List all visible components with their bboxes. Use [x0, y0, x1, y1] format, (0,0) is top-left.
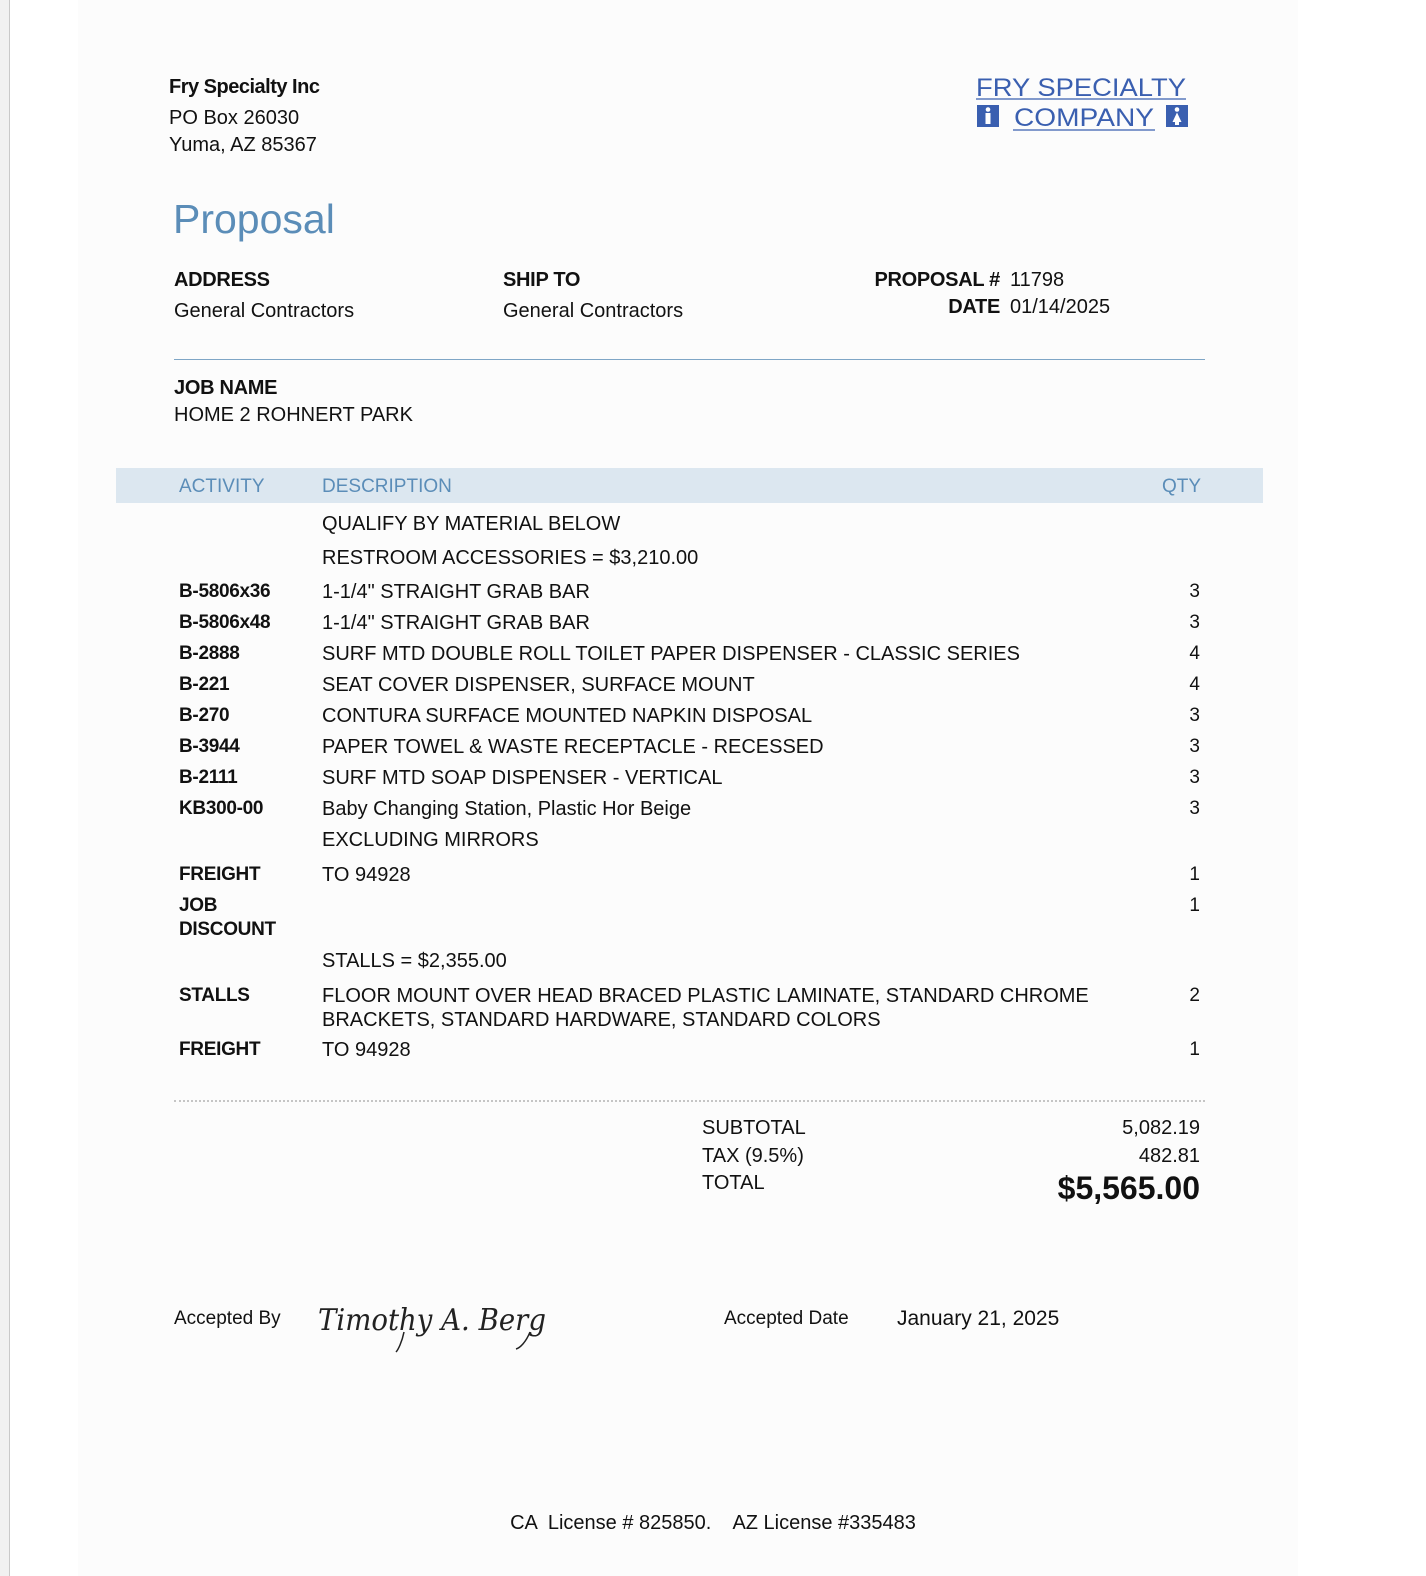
row-description: SEAT COVER DISPENSER, SURFACE MOUNT	[322, 674, 755, 696]
row-description: TO 94928	[322, 864, 411, 886]
row-activity: B-3944	[179, 736, 240, 757]
row-activity: FREIGHT	[179, 1039, 261, 1060]
row-description: EXCLUDING MIRRORS	[322, 829, 539, 851]
subtotal-label: SUBTOTAL	[702, 1117, 806, 1139]
woman-restroom-icon	[1166, 105, 1188, 127]
row-qty: 1	[1189, 895, 1200, 916]
accepted-date-label: Accepted Date	[724, 1308, 849, 1329]
row-qty: 2	[1189, 985, 1200, 1006]
document-title: Proposal	[173, 196, 335, 242]
row-activity: B-2888	[179, 643, 240, 664]
tax-label: TAX (9.5%)	[702, 1145, 804, 1167]
row-description: STALLS = $2,355.00	[322, 950, 507, 972]
row-description: SURF MTD SOAP DISPENSER - VERTICAL	[322, 767, 723, 789]
row-description: PAPER TOWEL & WASTE RECEPTACLE - RECESSED	[322, 736, 824, 758]
row-qty: 3	[1189, 736, 1200, 757]
total-label: TOTAL	[702, 1172, 765, 1194]
ship-to-label: SHIP TO	[503, 269, 581, 291]
row-description: SURF MTD DOUBLE ROLL TOILET PAPER DISPENSER - CLASSIC SERIES	[322, 643, 1020, 665]
svg-text:Timothy A. Berg: Timothy A. Berg	[318, 1303, 546, 1338]
row-qty: 1	[1189, 1039, 1200, 1060]
subtotal-value: 5,082.19	[1122, 1117, 1200, 1139]
table-header	[116, 468, 1263, 503]
row-activity: B-5806x48	[179, 612, 271, 633]
row-description: RESTROOM ACCESSORIES = $3,210.00	[322, 547, 699, 569]
accepted-date-value: January 21, 2025	[897, 1307, 1060, 1330]
row-activity: FREIGHT	[179, 864, 261, 885]
row-description: FLOOR MOUNT OVER HEAD BRACED PLASTIC LAMINATE, STANDARD CHROME BRACKETS, STANDARD HARDWARE, STANDARD COLORS	[322, 985, 1089, 1031]
logo-text-line2: COMPANY	[1014, 104, 1155, 132]
address-label: ADDRESS	[174, 269, 270, 291]
tax-value: 482.81	[1138, 1145, 1200, 1167]
row-activity: JOB DISCOUNT	[179, 895, 276, 940]
column-header-activity: ACTIVITY	[179, 476, 265, 497]
row-qty: 3	[1189, 705, 1200, 726]
signature	[312, 1292, 562, 1358]
viewer-left-edge	[0, 0, 10, 1576]
address-value: General Contractors	[174, 300, 355, 322]
row-qty: 3	[1189, 767, 1200, 788]
row-description: TO 94928	[322, 1039, 411, 1061]
row-activity: B-2111	[179, 767, 238, 788]
proposal-number-label: PROPOSAL #	[874, 269, 1000, 291]
company-address-line2: Yuma, AZ 85367	[169, 134, 317, 156]
company-address-line1: PO Box 26030	[169, 107, 300, 129]
row-qty: 4	[1189, 643, 1200, 664]
row-activity: STALLS	[179, 985, 250, 1006]
row-description: 1-1/4" STRAIGHT GRAB BAR	[322, 581, 590, 603]
date-value: 01/14/2025	[1010, 296, 1111, 318]
logo-text-line1: FRY SPECIALTY	[976, 74, 1187, 102]
header-divider	[174, 359, 1205, 360]
license-footer: CA License # 825850. AZ License #335483	[510, 1512, 916, 1534]
accepted-by-label: Accepted By	[174, 1308, 281, 1329]
date-label: DATE	[948, 296, 1000, 318]
row-qty: 3	[1189, 798, 1200, 819]
column-header-description: DESCRIPTION	[322, 476, 452, 497]
job-name-label: JOB NAME	[174, 377, 278, 399]
proposal-number-value: 11798	[1010, 269, 1065, 291]
row-description: QUALIFY BY MATERIAL BELOW	[322, 513, 621, 535]
man-restroom-icon	[977, 105, 999, 127]
row-activity: B-270	[179, 705, 230, 726]
column-header-qty: QTY	[1162, 476, 1202, 497]
job-name-value: HOME 2 ROHNERT PARK	[174, 404, 413, 426]
row-description: Baby Changing Station, Plastic Hor Beige	[322, 798, 692, 820]
company-logo	[975, 72, 1190, 134]
row-qty: 3	[1189, 612, 1200, 633]
totals-divider	[174, 1100, 1205, 1102]
ship-to-value: General Contractors	[503, 300, 684, 322]
row-description: CONTURA SURFACE MOUNTED NAPKIN DISPOSAL	[322, 705, 813, 727]
row-activity: B-221	[179, 674, 230, 695]
row-qty: 4	[1189, 674, 1200, 695]
row-qty: 3	[1189, 581, 1200, 602]
row-qty: 1	[1189, 864, 1200, 885]
total-value: $5,565.00	[1057, 1170, 1200, 1206]
row-activity: KB300-00	[179, 798, 264, 819]
row-activity: B-5806x36	[179, 581, 271, 602]
company-name: Fry Specialty Inc	[169, 76, 320, 98]
row-description: 1-1/4" STRAIGHT GRAB BAR	[322, 612, 590, 634]
